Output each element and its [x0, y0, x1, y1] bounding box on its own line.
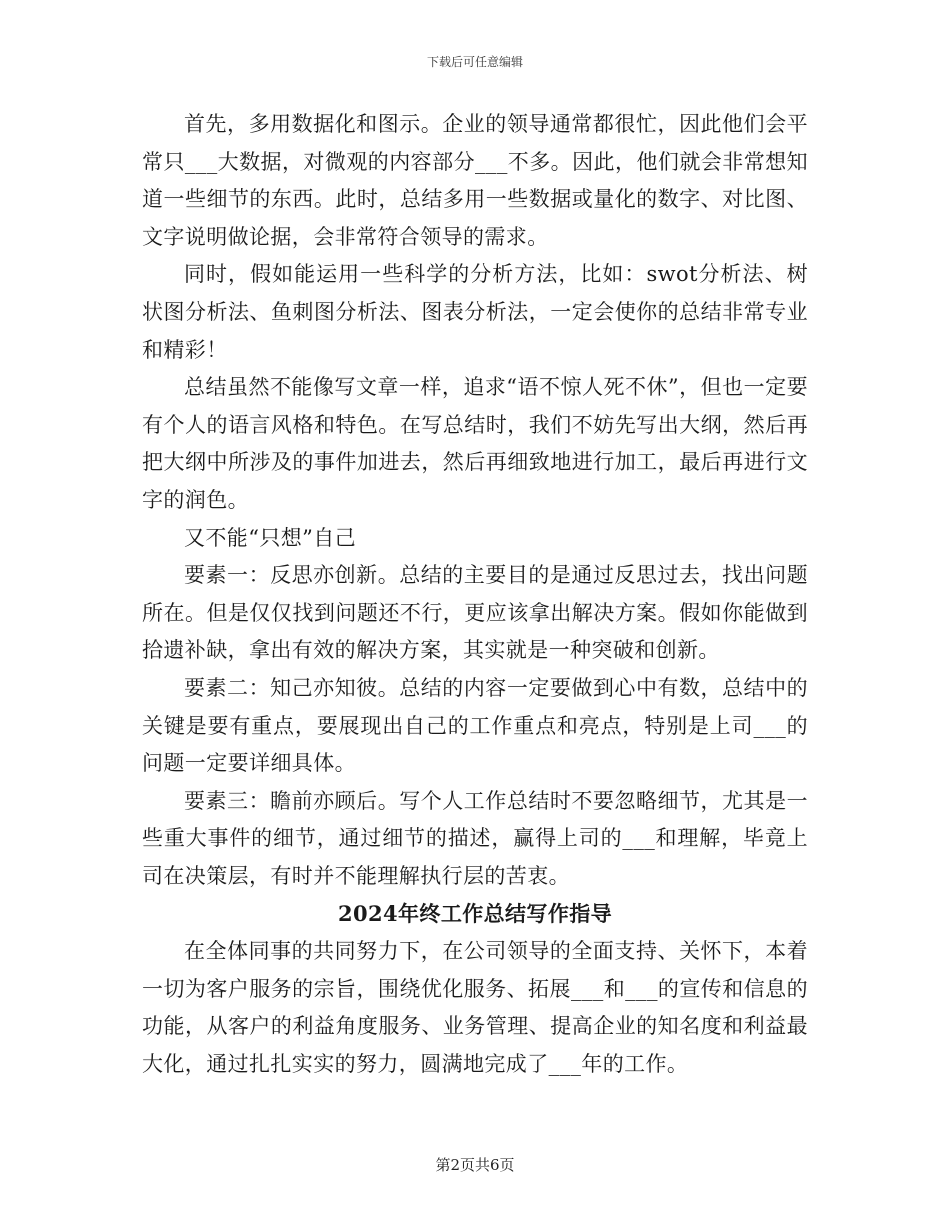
page-indicator: 第2页共6页	[435, 1156, 515, 1174]
document-body	[142, 106, 808, 1083]
paragraph-year-end-summary: 在全体同事的共同努力下，在公司领导的全面支持、关怀下，本着一切为客户服务的宗旨，围绕优化服务、拓展___和___的宣传和信息的功能，从客户的利益角度服务、业务管理、提高企业的知名度和利益最大化，通过扎扎实实的努力，圆满地完成了___年的工作。	[142, 939, 808, 1076]
paragraph-writing-style: 总结虽然不能像写文章一样，追求“语不惊人死不休”，但也一定要有个人的语言风格和特色。在写总结时，我们不妨先写出大纲，然后再把大纲中所涉及的事件加进去，然后再细致地进行加工，最后再进行文字的润色。	[142, 375, 808, 512]
paragraph-subheading: 又不能“只想”自己	[184, 525, 357, 550]
paragraph-element-two: 要素二：知己亦知彼。总结的内容一定要做到心中有数，总结中的关键是要有重点，要展现出自己的工作重点和亮点，特别是上司___的问题一定要详细具体。	[142, 675, 808, 776]
header-note: 下载后可任意编辑	[426, 55, 523, 69]
section-heading: 2024年终工作总结写作指导	[337, 901, 613, 927]
paragraph-element-one: 要素一：反思亦创新。总结的主要目的是通过反思过去，找出问题所在。但是仅仅找到问题还不行，更应该拿出解决方案。假如你能做到拾遗补缺，拿出有效的解决方案，其实就是一种突破和创新。	[142, 563, 808, 663]
paragraph-data-visualization: 首先，多用数据化和图示。企业的领导通常都很忙，因此他们会平常只___大数据，对微观的内容部分___不多。因此，他们就会非常想知道一些细节的东西。此时，总结多用一些数据或量化的数字、对比图、文字说明做论据，会非常符合领导的需求。	[142, 112, 808, 249]
paragraph-element-three: 要素三：瞻前亦顾后。写个人工作总结时不要忽略细节，尤其是一些重大事件的细节，通过细节的描述，赢得上司的___和理解，毕竟上司在决策层，有时并不能理解执行层的苦衷。	[142, 788, 808, 888]
paragraph-analysis-methods: 同时，假如能运用一些科学的分析方法，比如：swot分析法、树状图分析法、鱼刺图分析法、图表分析法，一定会使你的总结非常专业和精彩！	[142, 262, 808, 362]
